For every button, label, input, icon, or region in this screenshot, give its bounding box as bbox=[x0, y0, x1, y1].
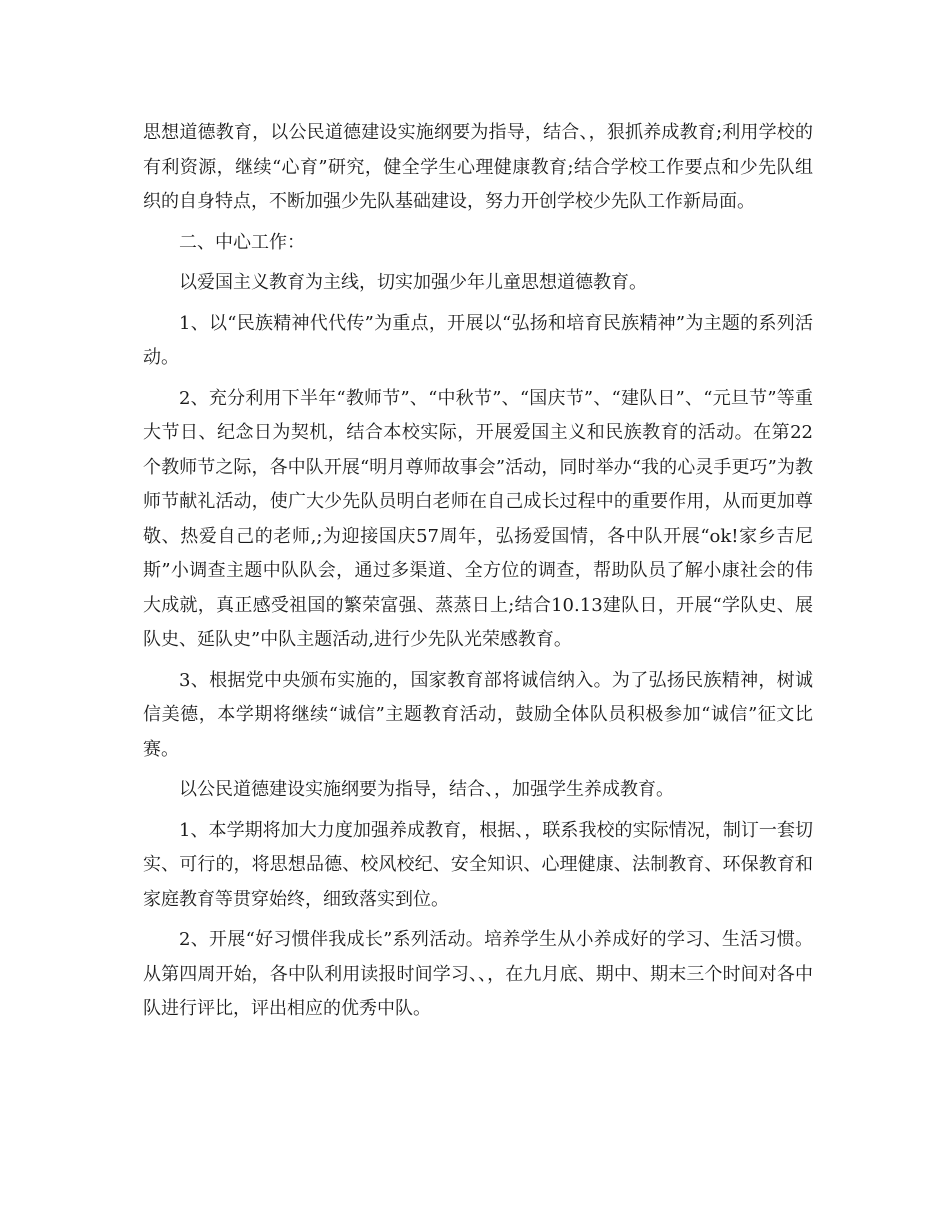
paragraph-1: 思想道德教育，以公民道德建设实施纲要为指导，结合、，狠抓养成教育;利用学校的有利资源，继续“心育”研究，健全学生心理健康教育;结合学校工作要点和少先队组织的自身特点，不断加强少先队基础建设，努力开创学校少先队工作新局面。 bbox=[143, 122, 813, 212]
document-body bbox=[143, 116, 813, 1033]
paragraph-9: 2、开展“好习惯伴我成长”系列活动。培养学生从小养成好的学习、生活习惯。从第四周开始，各中队利用读报时间学习、、，在九月底、期中、期末三个时间对各中队进行评比，评出相应的优秀中队。 bbox=[143, 929, 813, 1019]
paragraph-5: 2、充分利用下半年“教师节”、“中秋节”、“国庆节”、“建队日”、“元旦节”等重大节日、纪念日为契机，结合本校实际，开展爱国主义和民族教育的活动。在第22个教师节之际，各中队开展“明月尊师故事会”活动，同时举办“我的心灵手更巧”为教师节献礼活动，使广大少先队员明白老师在自己成长过程中的重要作用，从而更加尊敬、热爱自己的老师,;为迎接国庆57周年，弘扬爱国情，各中队开展“ok!家乡吉尼斯”小调查主题中队队会，通过多渠道、全方位的调查，帮助队员了解小康社会的伟大成就，真正感受祖国的繁荣富强、蒸蒸日上;结合10.13建队日，开展“学队史、展队史、延队史”中队主题活动,进行少先队光荣感教育。 bbox=[143, 387, 813, 650]
paragraph-3: 以爱国主义教育为主线，切实加强少年儿童思想道德教育。 bbox=[179, 272, 647, 293]
paragraph-7: 以公民道德建设实施纲要为指导，结合、，加强学生养成教育。 bbox=[179, 779, 674, 800]
paragraph-2: 二、中心工作： bbox=[179, 231, 305, 253]
paragraph-6: 3、根据党中央颁布实施的，国家教育部将诚信纳入。为了弘扬民族精神，树诚信美德，本学期将继续“诚信”主题教育活动，鼓励全体队员积极参加“诚信”征文比赛。 bbox=[143, 669, 813, 760]
paragraph-8: 1、本学期将加大力度加强养成教育，根据、，联系我校的实际情况，制订一套切实、可行的，将思想品德、校风校纪、安全知识、心理健康、法制教育、环保教育和家庭教育等贯穿始终，细致落实到位。 bbox=[143, 819, 813, 910]
paragraph-4: 1、以“民族精神代代传”为重点，开展以“弘扬和培育民族精神”为主题的系列活动。 bbox=[143, 312, 813, 368]
